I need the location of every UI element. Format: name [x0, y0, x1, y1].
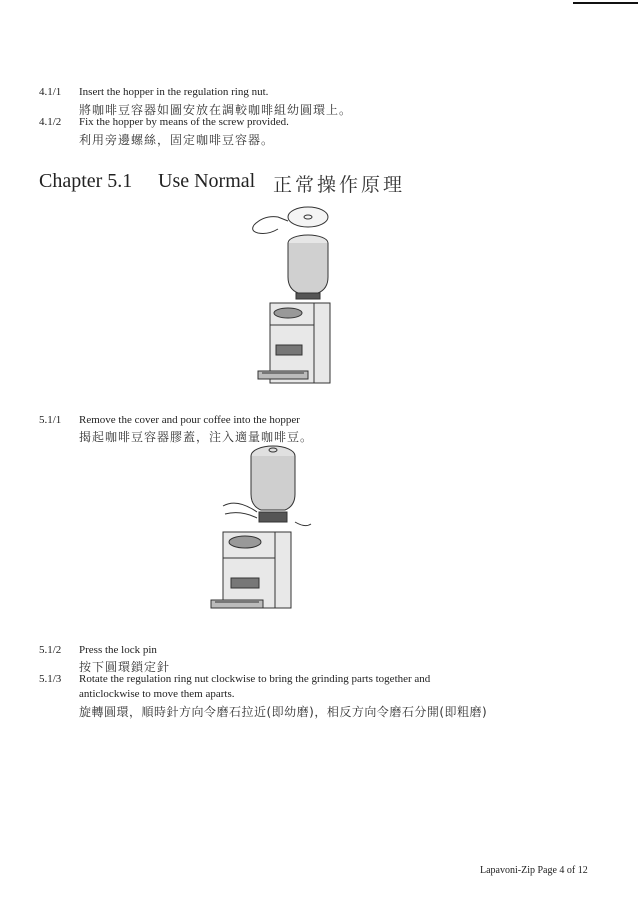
step-text-zh: 利用旁邊螺絲，固定咖啡豆容器。: [79, 133, 275, 147]
step-text-en: Insert the hopper in the regulation ring nut.: [79, 86, 269, 98]
step-text-en: Press the lock pin: [79, 644, 157, 656]
step-text-en-continued: anticlockwise to move them aparts.: [79, 688, 235, 700]
grinder-cover-illustration: [240, 195, 360, 395]
top-rule: [573, 2, 638, 4]
step-text-zh: 按下圓環鎖定針: [79, 660, 171, 674]
step-number: 5.1/3: [39, 673, 62, 685]
page-footer: Lapavoni-Zip Page 4 of 12: [480, 865, 588, 876]
grinder-ring-illustration: [205, 440, 315, 625]
step-text-en: Remove the cover and pour coffee into the hopper: [79, 414, 300, 426]
step-number: 5.1/2: [39, 644, 62, 656]
step-text-zh: 旋轉圓環，順時針方向令磨石拉近(即幼磨)，相反方向令磨石分開(即粗磨): [79, 705, 488, 719]
step-number: 4.1/2: [39, 116, 62, 128]
step-text-zh: 將咖啡豆容器如圖安放在調較咖啡組幼圓環上。: [79, 103, 353, 117]
step-number: 5.1/1: [39, 414, 62, 426]
step-text-en: Fix the hopper by means of the screw provided.: [79, 116, 289, 128]
step-text-zh: 揭起咖啡豆容器膠蓋，注入適量咖啡豆。: [79, 430, 314, 444]
chapter-number: Chapter 5.1: [39, 170, 133, 192]
chapter-title-zh: 正常操作原理: [273, 174, 406, 196]
chapter-title: Use Normal: [158, 170, 256, 192]
step-text-en: Rotate the regulation ring nut clockwise to bring the grinding parts together and: [79, 673, 431, 685]
step-number: 4.1/1: [39, 86, 62, 98]
